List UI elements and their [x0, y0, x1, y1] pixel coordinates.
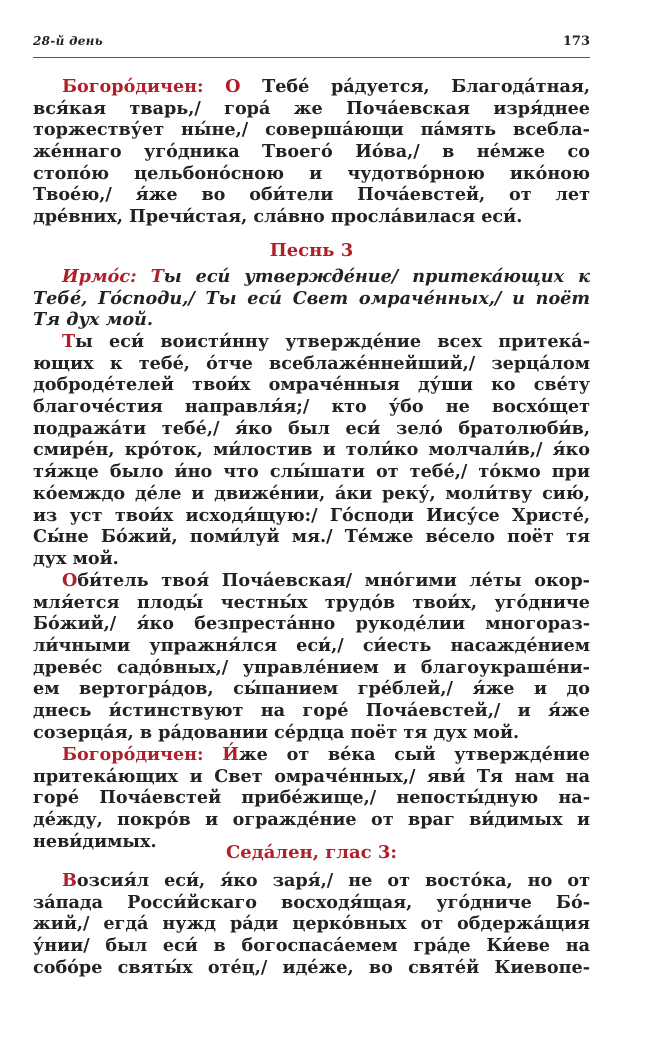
text-line: Тебе́ ра́дуется, Благода́тная, — [240, 76, 590, 97]
text-line: благоче́стия направля́я;/ кто у́бо не восхо́щет — [33, 396, 590, 418]
text-line: созерца́я, в ра́довании се́рдца поёт тя дух мой. — [33, 721, 520, 743]
text-line: де́жду, покро́в и огражде́ние от враг ви́димых и — [33, 809, 590, 831]
theotokion-2 — [33, 744, 590, 852]
red-initial: О — [62, 570, 78, 591]
text-line: стопо́ю цельбоно́сною и чудотво́рною ико́ною — [33, 162, 590, 184]
text-line: жий,/ егда́ нужд ра́ди церко́вных от обдержа́щия — [33, 913, 590, 935]
text-line: днесь и́стинствуют на горе́ Поча́евстей,/ и я́же — [33, 700, 590, 722]
text-line: мля́ется плоды́ честны́х трудо́в твои́х, уго́дниче — [33, 591, 590, 613]
text-line: Твое́ю,/ я́же во оби́тели Поча́евстей, от лет — [33, 184, 590, 206]
page-number: 173 — [562, 34, 590, 49]
irmos — [33, 266, 590, 331]
red-initial: И́ — [222, 744, 239, 765]
text-line: ем вертогра́дов, сы́панием гре́блей,/ я́же и до — [33, 678, 590, 700]
theotokion-1 — [33, 76, 590, 228]
text-line: ко́емждо де́ле и движе́нии, а́ки реку́, моли́тву сию́, — [33, 482, 590, 504]
running-head — [33, 32, 590, 54]
text-line: дух мой. — [33, 547, 119, 569]
text-line: древе́с садо́вных,/ управле́нием и благоукраше́ни- — [33, 656, 590, 678]
text-line: неви́димых. — [33, 830, 157, 852]
rubric-label: Богоро́дичен: — [62, 744, 204, 765]
text-line: озсия́л еси́, я́ко заря́,/ не от восто́ка, но от — [76, 870, 590, 891]
red-initial: Т — [150, 266, 164, 287]
text-line: Тебе́, Го́споди,/ Ты еси́ Свет омраче́нных,/ и поёт — [33, 287, 590, 309]
text-line: ы еси́ утвержде́ние/ притека́ющих к — [163, 266, 590, 287]
day-label: 28-й день — [33, 34, 103, 48]
text-line: из уст твои́х исходя́щую:/ Го́споди Иису́се Христе́, — [33, 504, 590, 526]
text-line: Сы́не Бо́жий, поми́луй мя./ Те́мже ве́село поёт тя — [33, 526, 590, 548]
text-line: торжеству́ет ны́не,/ соверша́ющи па́мять всебла- — [33, 119, 590, 141]
red-initial: Т — [62, 331, 76, 352]
text-line: смире́н, кро́ток, ми́лостив и толи́ко молчали́в,/ я́ко — [33, 439, 590, 461]
sedalen — [33, 870, 590, 978]
text-line: тя́жце было и́но что слы́шати от тебе́,/ то́кмо при — [33, 461, 590, 483]
text-line: же от ве́ка сый утвержде́ние — [238, 744, 590, 765]
red-initial: В — [62, 870, 77, 891]
text-line: у́нии/ был еси́ в богоспаса́емем гра́де Ки́еве на — [33, 935, 590, 957]
text-line: доброде́телей твои́х омраче́нныя ду́ши ко све́ту — [33, 374, 590, 396]
ode-3-heading: Песнь 3 — [269, 240, 354, 261]
text-line: собо́ре святы́х оте́ц,/ иде́же, во святе́й Киевопе- — [33, 956, 590, 978]
text-line: горе́ Поча́евстей прибе́жище,/ непосты́дную на- — [33, 787, 590, 809]
text-line: би́тель твоя́ Поча́евская/ мно́гими ле́ты окор- — [77, 570, 590, 591]
text-line: ющих к тебе́, о́тче всеблаже́ннейший,/ зерца́лом — [33, 352, 590, 374]
text-line: вся́кая тварь,/ гора́ же Поча́евская изря́днее — [33, 97, 590, 119]
text-line: ли́чными упражня́лся еси́,/ си́есть насажде́нием — [33, 635, 590, 657]
text-line: дре́вних, Пречи́стая, сла́вно просла́вилася еси́. — [33, 206, 523, 228]
troparion-2 — [33, 570, 590, 744]
text-line: ы еси́ воисти́нну утвержде́ние всех притека́- — [75, 331, 590, 352]
text-line: подража́ти тебе́,/ я́ко был еси́ зело́ братолюби́в, — [33, 417, 590, 439]
text-line: притека́ющих и Свет омраче́нных,/ яви́ Тя нам на — [33, 765, 590, 787]
text-line: Тя дух мой. — [33, 309, 153, 331]
rubric-label: Ирмо́с: — [62, 266, 137, 287]
troparion-1 — [33, 331, 590, 570]
header-rule — [33, 57, 590, 58]
red-initial: О — [225, 76, 241, 97]
text-line: Бо́жий,/ я́ко безпреста́нно рукоде́лии многораз- — [33, 613, 590, 635]
text-line: за́пада Росси́йскаго восходя́щая, уго́дниче Бо́- — [33, 891, 590, 913]
sedalen-heading: Седа́лен, глас 3: — [225, 842, 398, 863]
rubric-label: Богоро́дичен: — [62, 76, 204, 97]
text-line: же́ннаго уго́дника Твоего́ Ио́ва,/ в не́мже со — [33, 141, 590, 163]
